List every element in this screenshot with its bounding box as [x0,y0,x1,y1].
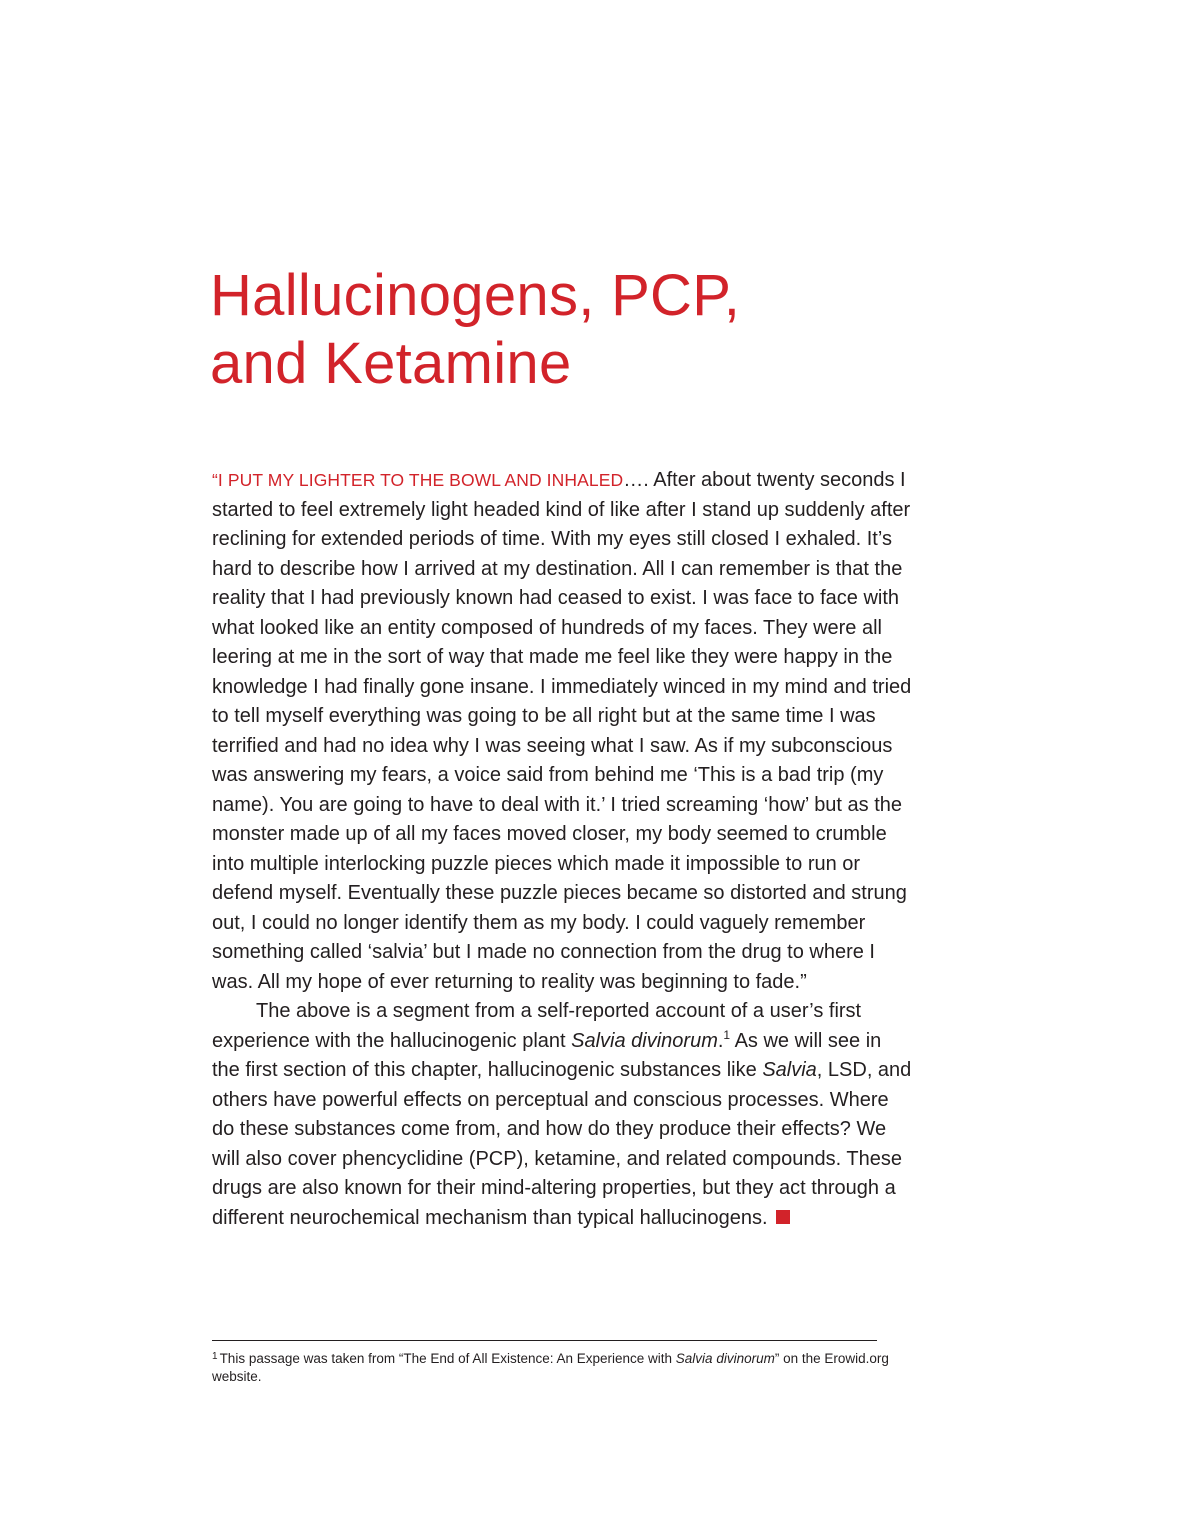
footnote [212,1350,918,1386]
chapter-title-line-1: Hallucinogens, PCP, [210,263,741,328]
chapter-title [210,262,970,398]
footnote-number: 1 [212,1351,218,1362]
footnote-text-1: This passage was taken from “The End of All Existence: An Experience with [219,1351,676,1366]
footnote-reference[interactable]: 1 [723,1027,731,1042]
quote-text: …. After about twenty seconds I started to feel extremely light headed kind of like after I stand up suddenly after reclining for extended periods of time. With my eyes still closed I exhaled. It’s hard to describe how I arrived at my destination. All I can remember is that the reality that I had previously known had ceased to exist. I was face to face with what looked like an entity composed of hundreds of my faces. They were all leering at me in the sort of way that made me feel like they were happy in the knowledge I had finally gone insane. I immediately winced in my mind and tried to tell myself everything was going to be all right but at the same time I was terrified and had no idea why I was seeing what I saw. As if my subconscious was answering my fears, a voice said from behind me ‘This is a bad trip (my name). You are going to have to deal with it.’ I tried screaming ‘how’ but as the monster made up of all my faces moved closer, my body seemed to crumble into multiple interlocking puzzle pieces which made it impossible to run or defend myself. Eventually these puzzle pieces became so distorted and strung out, I could no longer identify them as my body. I could vaguely remember something called ‘salvia’ but I made no connection from the drug to where I was. All my hope of ever returning to reality was beginning to fade.” [212,469,912,993]
intro-text-4: , LSD, and others have powerful effects on perceptual and conscious processes. Where do these substances come from, and how do they produce their effects? We will also cover phencyclidine (PCP), ketamine, and related compounds. These drugs are also known for their mind-altering properties, but they act through a different neurochemical mechanism than typical hallucinogens. [212,1059,912,1229]
intro-text-2: . [717,1029,724,1052]
intro-text-3: As we will see in the first section of this chapter, hallucinogenic substances like [212,1029,882,1081]
species-name: Salvia divinorum [571,1029,718,1052]
quote-lead-in: “I PUT MY LIGHTER TO THE BOWL AND INHALED [212,470,624,490]
opening-quote [212,466,914,997]
intro-paragraph [212,997,914,1233]
chapter-title-line-2: and Ketamine [210,331,572,396]
footnote-species: Salvia divinorum [675,1351,775,1366]
footnote-divider [212,1340,877,1341]
footnote-text-2: ” on the Erowid.org website. [212,1351,889,1384]
end-of-section-square-icon [776,1210,790,1224]
chapter-body [212,466,914,1233]
intro-text-1: The above is a segment from a self-reported account of a user’s first experience with the hallucinogenic plant [212,1000,862,1052]
genus-name: Salvia [762,1059,817,1081]
